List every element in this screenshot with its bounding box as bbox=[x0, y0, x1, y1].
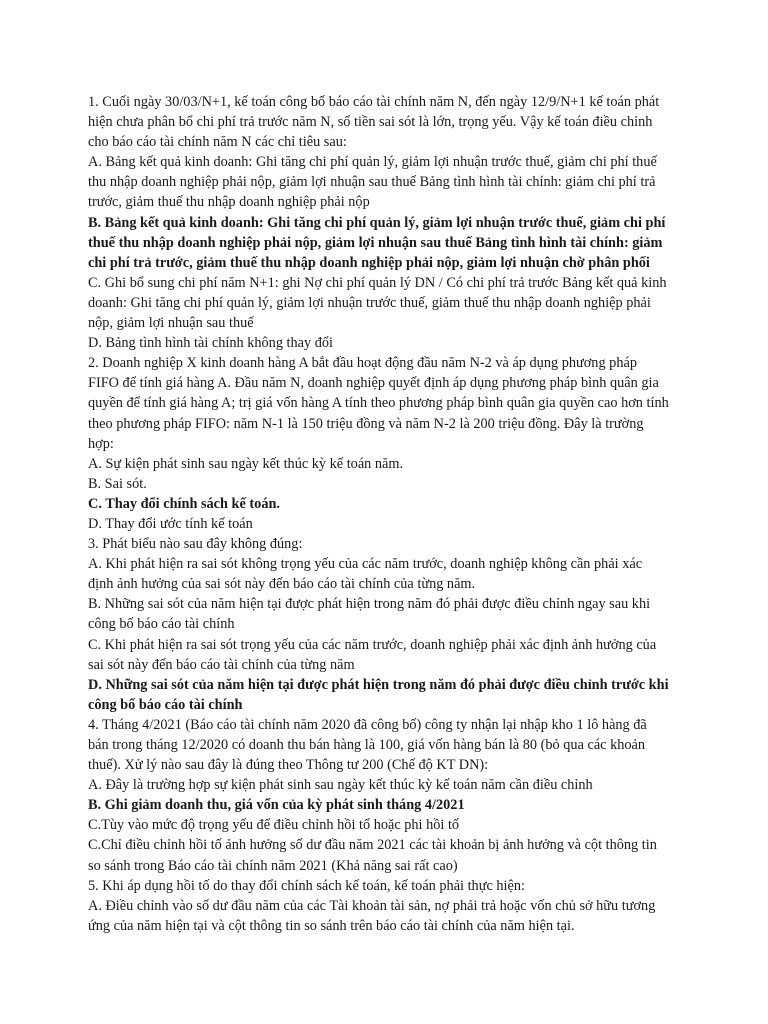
answer-line: B. Bảng kết quả kinh doanh: Ghi tăng chi phí quản lý, giảm lợi nhuận trước thuế, giảm chi phí bbox=[88, 214, 666, 231]
text-line: FIFO để tính giá hàng A. Đầu năm N, doanh nghiệp quyết định áp dụng phương pháp bình quân gia bbox=[88, 375, 659, 392]
text-line: thu nhập doanh nghiệp phải nộp, giảm lợi nhuận sau thuế Bảng tình hình tài chính: giảm chi phí trả bbox=[88, 174, 656, 191]
text-line: định ảnh hưởng của sai sót này đến báo cáo tài chính của từng năm. bbox=[88, 576, 476, 593]
text-line: 5. Khi áp dụng hồi tố do thay đổi chính sách kế toán, kế toán phải thực hiện: bbox=[88, 877, 525, 894]
text-line: A. Bảng kết quả kinh doanh: Ghi tăng chi phí quản lý, giảm lợi nhuận trước thuế, giảm chi phí thuế bbox=[88, 154, 657, 171]
text-line: theo phương pháp FIFO: năm N-1 là 150 triệu đồng và năm N-2 là 200 triệu đồng. Đây là trường bbox=[88, 415, 644, 432]
text-line: thuế). Xử lý nào sau đây là đúng theo Thông tư 200 (Chế độ KT DN): bbox=[88, 757, 489, 774]
text-line: A. Sự kiện phát sinh sau ngày kết thúc kỳ kế toán năm. bbox=[88, 455, 404, 472]
text-line: C.Tùy vào mức độ trọng yếu để điều chỉnh hồi tố hoặc phi hồi tố bbox=[88, 817, 460, 834]
text-line: B. Sai sót. bbox=[88, 475, 147, 492]
text-line: cho báo cáo tài chính năm N các chỉ tiêu sau: bbox=[88, 134, 347, 151]
text-line: trước, giảm thuế thu nhập doanh nghiệp phải nộp bbox=[88, 194, 370, 211]
text-line: 2. Doanh nghiệp X kinh doanh hàng A bắt đầu hoạt động đầu năm N-2 và áp dụng phương pháp bbox=[88, 355, 637, 372]
text-line: A. Đây là trường hợp sự kiện phát sinh sau ngày kết thúc kỳ kế toán năm cần điều chỉnh bbox=[88, 777, 593, 794]
answer-line: D. Những sai sót của năm hiện tại được phát hiện trong năm đó phải được điều chỉnh trước khi bbox=[88, 676, 669, 693]
text-line: quyền để tính giá hàng A; trị giá vốn hàng A tính theo phương pháp bình quân gia quyền cao hơn tính bbox=[88, 395, 669, 412]
text-line: 1. Cuối ngày 30/03/N+1, kế toán công bố báo cáo tài chính năm N, đến ngày 12/9/N+1 kế toán phát bbox=[88, 94, 660, 110]
text-line: C.Chỉ điều chỉnh hồi tố ảnh hưởng số dư đầu năm 2021 các tài khoản bị ảnh hưởng và cột thông tin bbox=[88, 837, 657, 854]
text-line: nộp, giảm lợi nhuận sau thuế bbox=[88, 315, 254, 332]
text-line: C. Ghi bổ sung chi phí năm N+1: ghi Nợ chi phí quản lý DN / Có chi phí trả trước Bảng kết quả kinh bbox=[88, 274, 667, 291]
text-line: hiện chưa phân bổ chi phí trả trước năm N, số tiền sai sót là lớn, trọng yếu. Vậy kế toán điều chỉnh bbox=[88, 114, 653, 131]
answer-line: chi phí trả trước, giảm thuế thu nhập doanh nghiệp phải nộp, giảm lợi nhuận chờ phân phối bbox=[88, 254, 650, 271]
answer-line: B. Ghi giảm doanh thu, giá vốn của kỳ phát sinh tháng 4/2021 bbox=[88, 797, 465, 814]
text-line: C. Khi phát hiện ra sai sót trọng yếu của các năm trước, doanh nghiệp phải xác định ảnh hưởng của bbox=[88, 636, 657, 653]
text-line: 4. Tháng 4/2021 (Báo cáo tài chính năm 2020 đã công bố) công ty nhận lại nhập kho 1 lô hàng đã bbox=[88, 716, 647, 733]
text-line: D. Thay đổi ước tính kế toán bbox=[88, 515, 253, 532]
text-line: công bố báo cáo tài chính bbox=[88, 616, 235, 633]
text-line: so sánh trong Báo cáo tài chính năm 2021 (Khả năng sai rất cao) bbox=[88, 857, 458, 874]
text-line: hợp: bbox=[88, 435, 114, 452]
answer-line: thuế thu nhập doanh nghiệp phải nộp, giảm lợi nhuận sau thuế Bảng tình hình tài chính: giảm bbox=[88, 234, 663, 251]
answer-line: công bố báo cáo tài chính bbox=[88, 696, 243, 713]
text-line: D. Bảng tình hình tài chính không thay đổi bbox=[88, 335, 334, 352]
text-line: A. Điều chỉnh vào số dư đầu năm của các Tài khoản tài sản, nợ phải trả hoặc vốn chủ sở hữu tương bbox=[88, 897, 656, 914]
text-line: bán trong tháng 12/2020 có doanh thu bán hàng là 100, giá vốn hàng bán là 80 (bỏ qua các khoản bbox=[88, 737, 646, 753]
text-line: 3. Phát biểu nào sau đây không đúng: bbox=[88, 536, 303, 553]
text-line: sai sót này đến báo cáo tài chính của từng năm bbox=[88, 656, 355, 673]
text-line: B. Những sai sót của năm hiện tại được phát hiện trong năm đó phải được điều chỉnh ngay sau khi bbox=[88, 596, 651, 613]
answer-line: C. Thay đổi chính sách kế toán. bbox=[88, 495, 281, 512]
text-line: A. Khi phát hiện ra sai sót không trọng yếu của các năm trước, doanh nghiệp không cần phải xác bbox=[88, 556, 643, 573]
text-line: doanh: Ghi tăng chi phí quản lý, giảm lợi nhuận trước thuế, giảm thuế thu nhập doanh nghiệp phải bbox=[88, 294, 651, 311]
document-text bbox=[88, 92, 708, 936]
text-line: ứng của năm hiện tại và cột thông tin so sánh trên báo cáo tài chính của năm hiện tại. bbox=[88, 917, 575, 934]
